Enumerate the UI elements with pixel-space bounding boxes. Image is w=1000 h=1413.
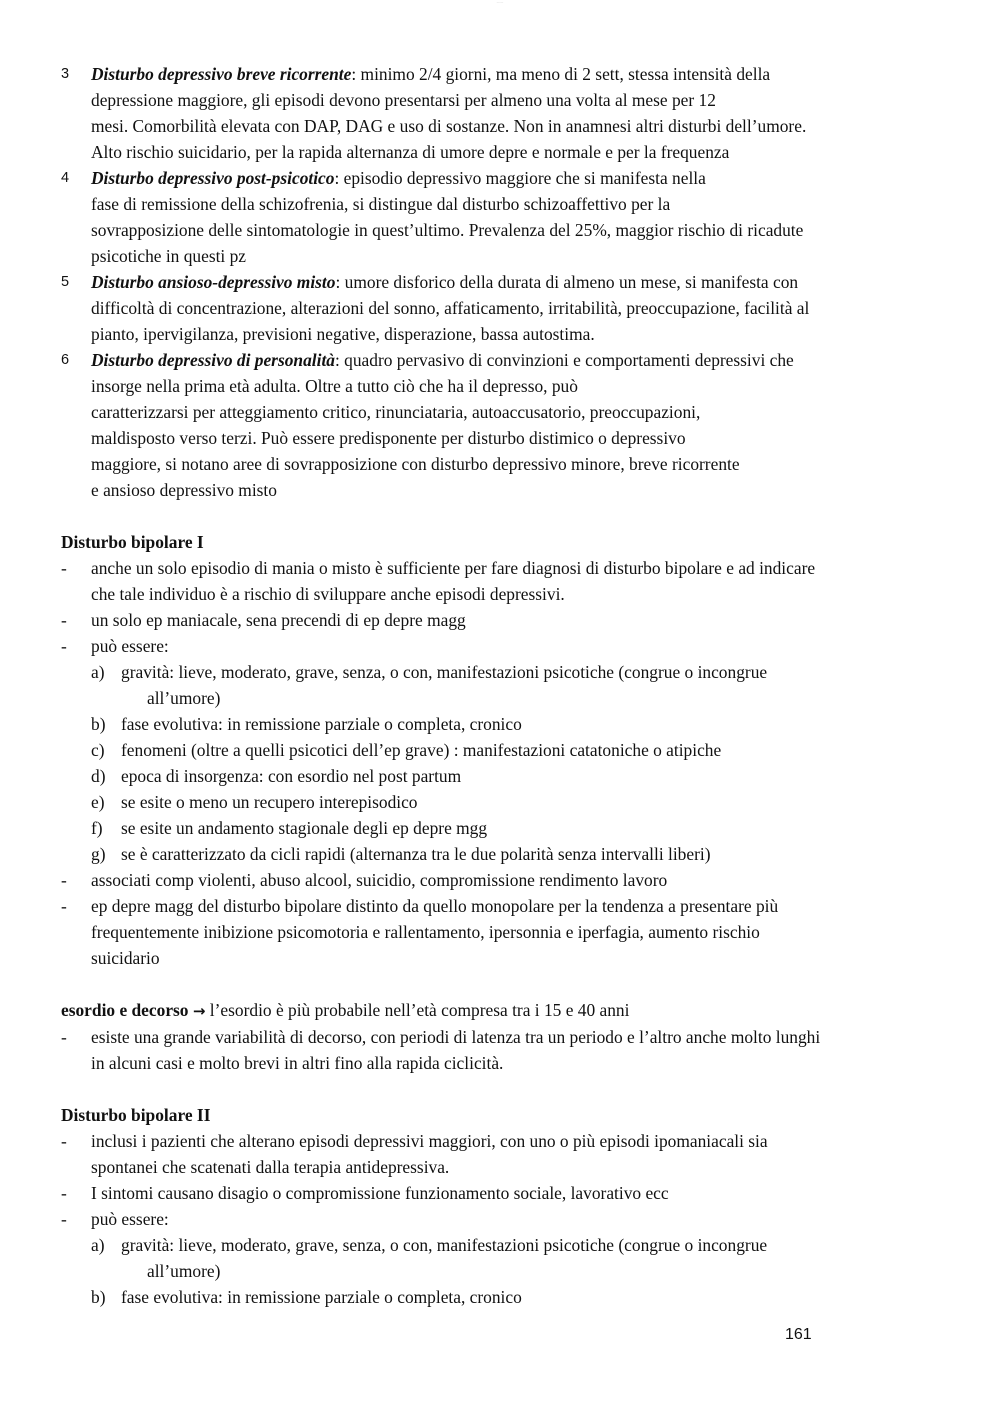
section-heading: Disturbo bipolare II [61,1105,211,1125]
bullet-item [61,867,941,893]
item-text: : minimo 2/4 giorni, ma meno di 2 sett, stessa intensità della [351,64,771,84]
item-text: e ansioso depressivo misto [91,480,277,500]
header-mark: ........ [496,0,504,4]
item-text: maggiore, si notano aree di sovrapposizione con disturbo depressivo minore, breve ricorrente [91,454,740,474]
spacer [61,1076,941,1102]
bullet-dash: - [61,870,67,890]
bullet-text: frequentemente inibizione psicomotoria e rallentamento, ipersonnia e iperfagia, aumento rischio [91,922,760,942]
sub-item-text: all’umore) [147,1261,221,1281]
item-number: 6 [61,352,70,368]
bullet-item [61,633,941,659]
numbered-list [61,61,941,503]
item-text: mesi. Comorbilità elevata con DAP, DAG e uso di sostanze. Non in anamnesi altri disturbi dell’umore. [91,116,807,136]
item-number: 4 [61,170,70,186]
sub-item-text: fase evolutiva: in remissione parziale o completa, cronico [121,714,522,734]
sub-item [61,1284,941,1310]
item-text: psicotiche in questi pz [91,246,247,266]
section-bipolar-2 [61,1102,941,1310]
sub-item-letter: e) [91,792,105,812]
sub-item-letter: b) [91,714,106,734]
bullet-dash: - [61,1027,67,1047]
bullet-dash: - [61,636,67,656]
bullet-text: in alcuni casi e molto brevi in altri fino alla rapida ciclicità. [91,1053,504,1073]
bullet-dash: - [61,1209,67,1229]
sub-item-text: se esite o meno un recupero interepisodico [121,792,418,812]
arrow-right-icon: → [192,1002,206,1020]
list-item [61,165,941,269]
sub-item-letter: a) [91,1235,105,1255]
sub-item-letter: g) [91,844,106,864]
bullet-text: spontanei che scatenati dalla terapia antidepressiva. [91,1157,450,1177]
item-text: difficoltà di concentrazione, alterazioni del sonno, affaticamento, irritabilità, preoccupazione, facilità al [91,298,810,318]
list-item [61,269,941,347]
sub-item-letter: c) [91,740,105,760]
sub-item-letter: a) [91,662,105,682]
bullet-dash: - [61,1131,67,1151]
item-text: insorge nella prima età adulta. Oltre a tutto ciò che ha il depresso, può [91,376,578,396]
bullet-dash: - [61,558,67,578]
bullet-item [61,1206,941,1232]
bullet-text: può essere: [91,636,169,656]
sub-item-text: gravità: lieve, moderato, grave, senza, o con, manifestazioni psicotiche (congrue o incongrue [121,662,768,682]
sub-item-letter: f) [91,818,103,838]
bullet-dash: - [61,896,67,916]
item-text: depressione maggiore, gli episodi devono presentarsi per almeno una volta al mese per 12 [91,90,716,110]
bullet-text: può essere: [91,1209,169,1229]
section-onset [61,997,941,1076]
list-item [61,61,941,165]
item-text: Alto rischio suicidario, per la rapida alternanza di umore depre e normale e per la frequenza [91,142,730,162]
bullet-item [61,1180,941,1206]
item-text: pianto, ipervigilanza, previsioni negative, disperazione, bassa autostima. [91,324,595,344]
list-item [61,347,941,503]
bullet-text: inclusi i pazienti che alterano episodi depressivi maggiori, con uno o più episodi ipomaniacali sia [91,1131,768,1151]
sub-item-text: se è caratterizzato da cicli rapidi (alternanza tra le due polarità senza intervalli liberi) [121,844,711,864]
bullet-text: ep depre magg del disturbo bipolare distinto da quello monopolare per la tendenza a presentare più [91,896,779,916]
bullet-item [61,607,941,633]
sub-item-text: fenomeni (oltre a quelli psicotici dell’ep grave) : manifestazioni catatoniche o atipiche [121,740,722,760]
sub-item [61,763,941,789]
section-bipolar-1 [61,529,941,971]
bullet-item [61,555,941,607]
bullet-text: esiste una grande variabilità di decorso, con periodi di latenza tra un periodo e l’altro anche molto lunghi [91,1027,821,1047]
item-number: 5 [61,274,70,290]
sub-item-text: epoca di insorgenza: con esordio nel post partum [121,766,462,786]
sub-item [61,789,941,815]
sub-item [61,841,941,867]
item-term: Disturbo depressivo di personalità [91,350,335,370]
item-text: : quadro pervasivo di convinzioni e comportamenti depressivi che [334,350,794,370]
item-text: sovrapposizione delle sintomatologie in quest’ultimo. Prevalenza del 25%, maggior rischio di ricadute [91,220,804,240]
sub-item [61,737,941,763]
item-term: Disturbo depressivo breve ricorrente [91,64,352,84]
item-text: caratterizzarsi per atteggiamento critico, rinunciataria, autoaccusatorio, preoccupazioni, [91,402,701,422]
item-text: fase di remissione della schizofrenia, si distingue dal disturbo schizoaffettivo per la [91,194,671,214]
item-text: maldisposto verso terzi. Può essere predisponente per disturbo distimico o depressivo [91,428,686,448]
sub-item-text: fase evolutiva: in remissione parziale o completa, cronico [121,1287,522,1307]
bullet-text: che tale individuo è a rischio di sviluppare anche episodi depressivi. [91,584,565,604]
bullet-text: associati comp violenti, abuso alcool, suicidio, compromissione rendimento lavoro [91,870,668,890]
bullet-dash: - [61,610,67,630]
bullet-text: anche un solo episodio di mania o misto è sufficiente per fare diagnosi di disturbo bipolare e ad indicare [91,558,816,578]
section-label: esordio e decorso [61,1000,189,1020]
bullet-text: suicidario [91,948,160,968]
sub-item-text: se esite un andamento stagionale degli ep depre mgg [121,818,488,838]
sub-item-text: gravità: lieve, moderato, grave, senza, o con, manifestazioni psicotiche (congrue o incongrue [121,1235,768,1255]
sub-item-letter: b) [91,1287,106,1307]
bullet-dash: - [61,1183,67,1203]
sub-item [61,815,941,841]
item-term: Disturbo ansioso-depressivo misto [91,272,336,292]
item-term: Disturbo depressivo post-psicotico [91,168,335,188]
sub-item [61,711,941,737]
item-text: : episodio depressivo maggiore che si manifesta nella [334,168,706,188]
sub-item-letter: d) [91,766,106,786]
item-number: 3 [61,66,70,82]
section-text: l’esordio è più probabile nell’età compresa tra i 15 e 40 anni [205,1000,630,1020]
bullet-item [61,1024,941,1076]
sub-item [61,1232,941,1284]
item-text: : umore disforico della durata di almeno un mese, si manifesta con [335,272,799,292]
sub-item-text: all’umore) [147,688,221,708]
bullet-item [61,893,941,971]
bullet-text: un solo ep maniacale, sena precendi di ep depre magg [91,610,466,630]
section-heading: Disturbo bipolare I [61,532,204,552]
page-number: 161 [785,1326,812,1343]
sub-item [61,659,941,711]
spacer [61,971,941,997]
spacer [61,503,941,529]
bullet-text: I sintomi causano disagio o compromissione funzionamento sociale, lavorativo ecc [91,1183,669,1203]
page-content [61,61,941,1310]
bullet-item [61,1128,941,1180]
